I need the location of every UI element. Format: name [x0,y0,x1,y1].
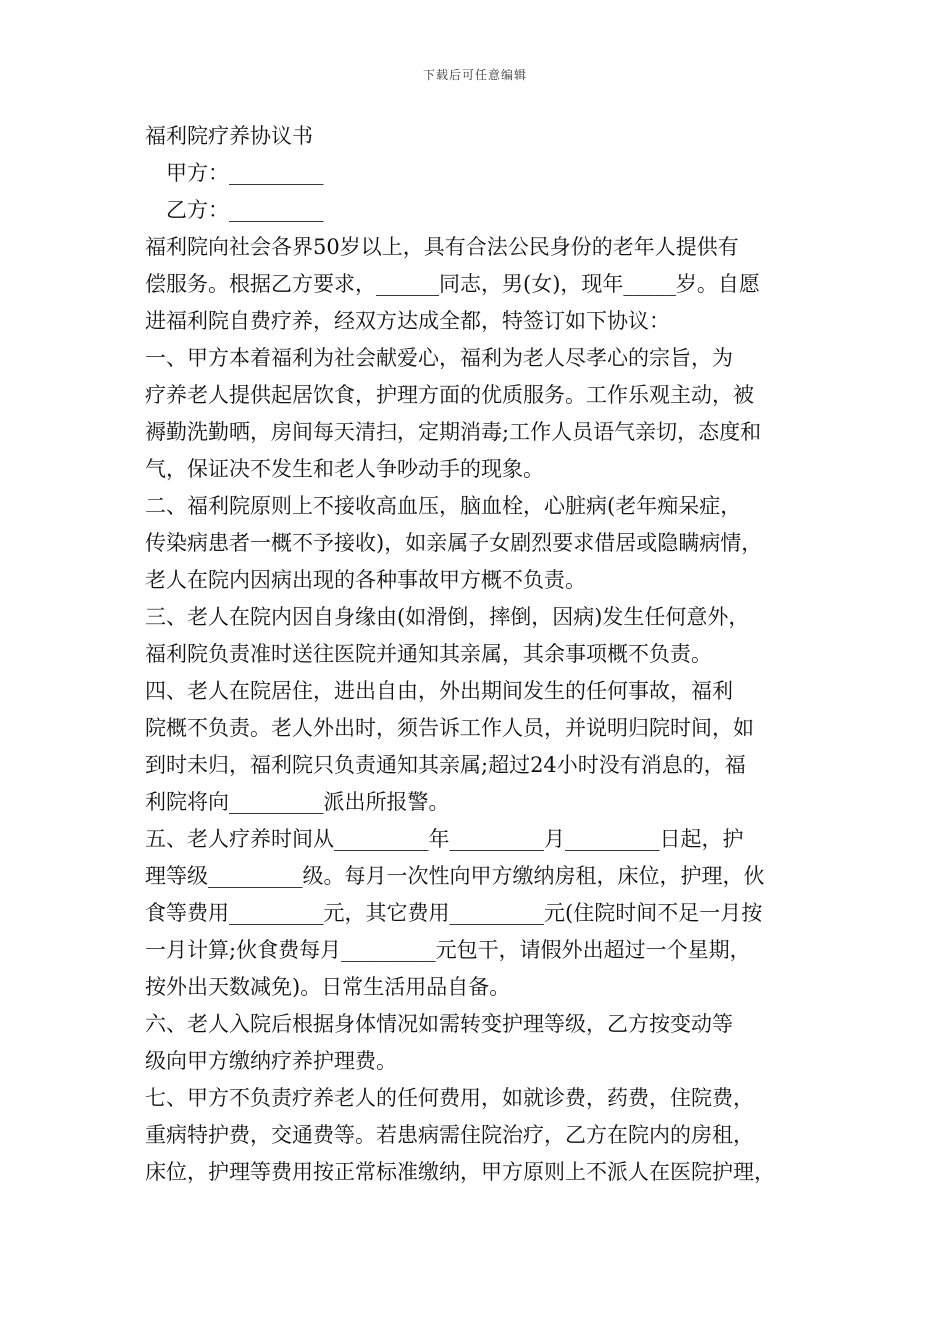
paragraph-line: 六、老人入院后根据身体情况如需转变护理等级，乙方按变动等 [145,1012,733,1036]
paragraph-line: 级向甲方缴纳疗养护理费。 [145,1049,397,1073]
paragraph-line: 七、甲方不负责疗养老人的任何费用，如就诊费，药费，住院费， [145,1086,754,1110]
paragraph-line: 传染病患者一概不予接收)，如亲属子女剧烈要求借居或隐瞒病情， [145,531,763,555]
paragraph-clause-5 [145,821,807,1006]
paragraph-line: 一、甲方本着福利为社会献爱心，福利为老人尽孝心的宗旨，为 [145,346,733,370]
paragraph-clause-1 [145,340,807,488]
page-header: 下载后可任意编辑 [422,68,527,82]
paragraph-line: 气，保证决不发生和老人争吵动手的现象。 [145,457,544,481]
party-a-line: 甲方：_________ [166,161,324,185]
paragraph-clause-6 [145,1006,807,1080]
paragraph-clause-3 [145,599,807,673]
paragraph-line: 二、福利院原则上不接收高血压，脑血栓，心脏病(老年痴呆症， [145,494,742,518]
paragraph-line: 福利院负责准时送往医院并通知其亲属，其余事项概不负责。 [145,642,712,666]
paragraph-line: 院概不负责。老人外出时，须告诉工作人员，并说明归院时间，如 [145,716,754,740]
paragraph-line: 到时未归，福利院只负责通知其亲属;超过24小时没有消息的，福 [145,753,746,777]
paragraph-line: 食等费用_________元，其它费用_________元(住院时间不足一月按 [145,901,763,925]
paragraph-clause-2 [145,488,807,599]
paragraph-line: 三、老人在院内因自身缘由(如滑倒，摔倒，因病)发生任何意外， [145,605,750,629]
paragraph-intro [145,229,807,340]
paragraph-line: 床位，护理等费用按正常标准缴纳，甲方原则上不派人在医院护理， [145,1160,775,1184]
paragraph-line: 一月计算;伙食费每月_________元包干，请假外出超过一个星期， [145,938,751,962]
document-title: 福利院疗养协议书 [145,124,313,148]
paragraph-line: 四、老人在院居住，进出自由，外出期间发生的任何事故，福利 [145,679,733,703]
paragraph-line: 按外出天数减免)。日常生活用品自备。 [145,975,511,999]
paragraph-line: 偿服务。根据乙方要求，______同志，男(女)，现年_____岁。自愿 [145,272,760,296]
paragraph-clause-7 [145,1080,807,1191]
paragraph-line: 重病特护费，交通费等。若患病需住院治疗，乙方在院内的房租， [145,1123,754,1147]
paragraph-line: 疗养老人提供起居饮食，护理方面的优质服务。工作乐观主动，被 [145,383,754,407]
paragraph-line: 褥勤洗勤晒，房间每天清扫，定期消毒;工作人员语气亲切，态度和 [145,420,762,444]
paragraph-clause-4 [145,673,807,821]
paragraph-line: 利院将向_________派出所报警。 [145,790,450,814]
paragraph-line: 五、老人疗养时间从_________年_________月_________日起，护 [145,827,744,851]
document-body [145,118,807,1191]
paragraph-line: 福利院向社会各界50岁以上，具有合法公民身份的老年人提供有 [145,235,739,259]
paragraph-line: 老人在院内因病出现的各种事故甲方概不负责。 [145,568,586,592]
paragraph-line: 理等级_________级。每月一次性向甲方缴纳房租，床位，护理，伙 [145,864,765,888]
party-b-line: 乙方：_________ [166,198,324,222]
paragraph-line: 进福利院自费疗养，经双方达成全都，特签订如下协议： [145,309,670,333]
